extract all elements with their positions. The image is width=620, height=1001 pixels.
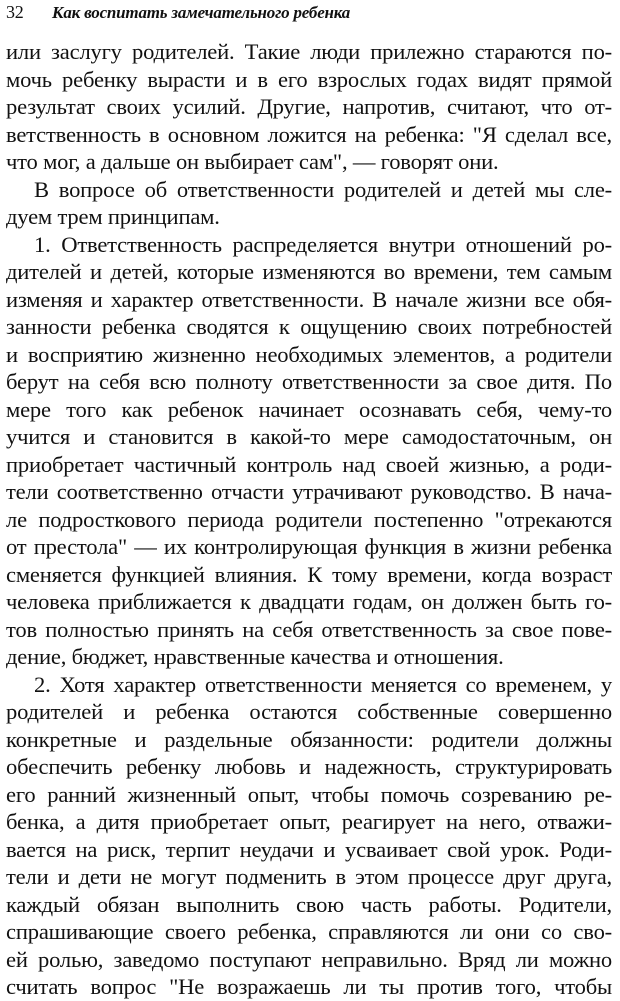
text-line: мере того как ребенок начинает осознавать себя, чему-то	[6, 396, 612, 422]
text-line: вается на риск, терпит неудачи и усваивает свой урок. Роди-	[6, 836, 612, 862]
text-line: тели соответственно отчасти утрачивают руководство. В нача-	[6, 479, 612, 504]
text-line: тели и дети не могут подменить в этом процессе друг друга,	[6, 864, 612, 889]
text-line: спрашивающие своего ребенка, справляются ли они со сво-	[6, 919, 612, 944]
text-line: ветственность в основном ложится на ребенка: "Я сделал все,	[6, 121, 612, 147]
text-line: сменяется функцией влияния. К тому времени, когда возраст	[6, 561, 612, 587]
body-text	[6, 38, 612, 1001]
text-line: изменяя и характер ответственности. В начале жизни все обя-	[6, 286, 612, 312]
text-line: дуем трем принципам.	[6, 204, 220, 229]
page-number: 32	[6, 2, 24, 22]
text-line: 1. Ответственность распределяется внутри отношений ро-	[34, 231, 612, 257]
text-line: человека приближается к двадцати годам, он должен быть го-	[6, 589, 612, 614]
text-line: ле подросткового периода родители постепенно "отрекаются	[6, 506, 612, 532]
text-line: обеспечить ребенку любовь и надежность, структурировать	[6, 754, 612, 779]
text-line: конкретные и раздельные обязанности: родители должны	[6, 726, 612, 752]
text-line: каждый обязан выполнить свою часть работы. Родители,	[6, 891, 612, 917]
text-line: от престола" — их контролирующая функция в жизни ребенка	[6, 534, 612, 559]
text-line: бенка, а дитя приобретает опыт, реагирует на него, отважи-	[6, 809, 612, 834]
text-line: тов полностью принять на себя ответственность за свое пове-	[6, 616, 612, 642]
text-line: В вопросе об ответственности родителей и детей мы сле-	[34, 176, 612, 202]
text-line: считать вопрос "Не возражаешь ли ты против того, чтобы	[6, 974, 612, 999]
text-line: 2. Хотя характер ответственности меняется со временем, у	[34, 671, 612, 697]
text-line: что мог, а дальше он выбирает сам", — говорят они.	[6, 149, 499, 174]
text-line: берут на себя всю полноту ответственности за свое дитя. По	[6, 369, 612, 394]
text-line: учится и становится в какой-то мере самодостаточным, он	[6, 424, 612, 449]
running-header	[6, 2, 612, 32]
text-line: и восприятию жизненно необходимых элементов, а родители	[6, 341, 612, 367]
text-line: или заслугу родителей. Такие люди прилежно стараются по-	[6, 39, 612, 64]
text-line: приобретает частичный контроль над своей жизнью, а роди-	[6, 451, 612, 477]
text-line: ей ролью, заведомо поступают неправильно. Вряд ли можно	[6, 946, 612, 972]
text-line: результат своих усилий. Другие, напротив, считают, что от-	[6, 94, 612, 119]
text-line: его ранний жизненный опыт, чтобы помочь созреванию ре-	[6, 781, 612, 807]
text-line: занности ребенка сводятся к ощущению своих потребностей	[6, 314, 612, 339]
text-line: дение, бюджет, нравственные качества и отношения.	[6, 644, 504, 669]
text-line: родителей и ребенка остаются собственные совершенно	[6, 699, 612, 724]
running-title: Как воспитать замечательного ребенка	[52, 3, 351, 22]
book-page	[6, 0, 612, 999]
text-line: дителей и детей, которые изменяются во времени, тем самым	[6, 259, 612, 284]
text-line: мочь ребенку вырасти и в его взрослых годах видят прямой	[6, 66, 612, 92]
